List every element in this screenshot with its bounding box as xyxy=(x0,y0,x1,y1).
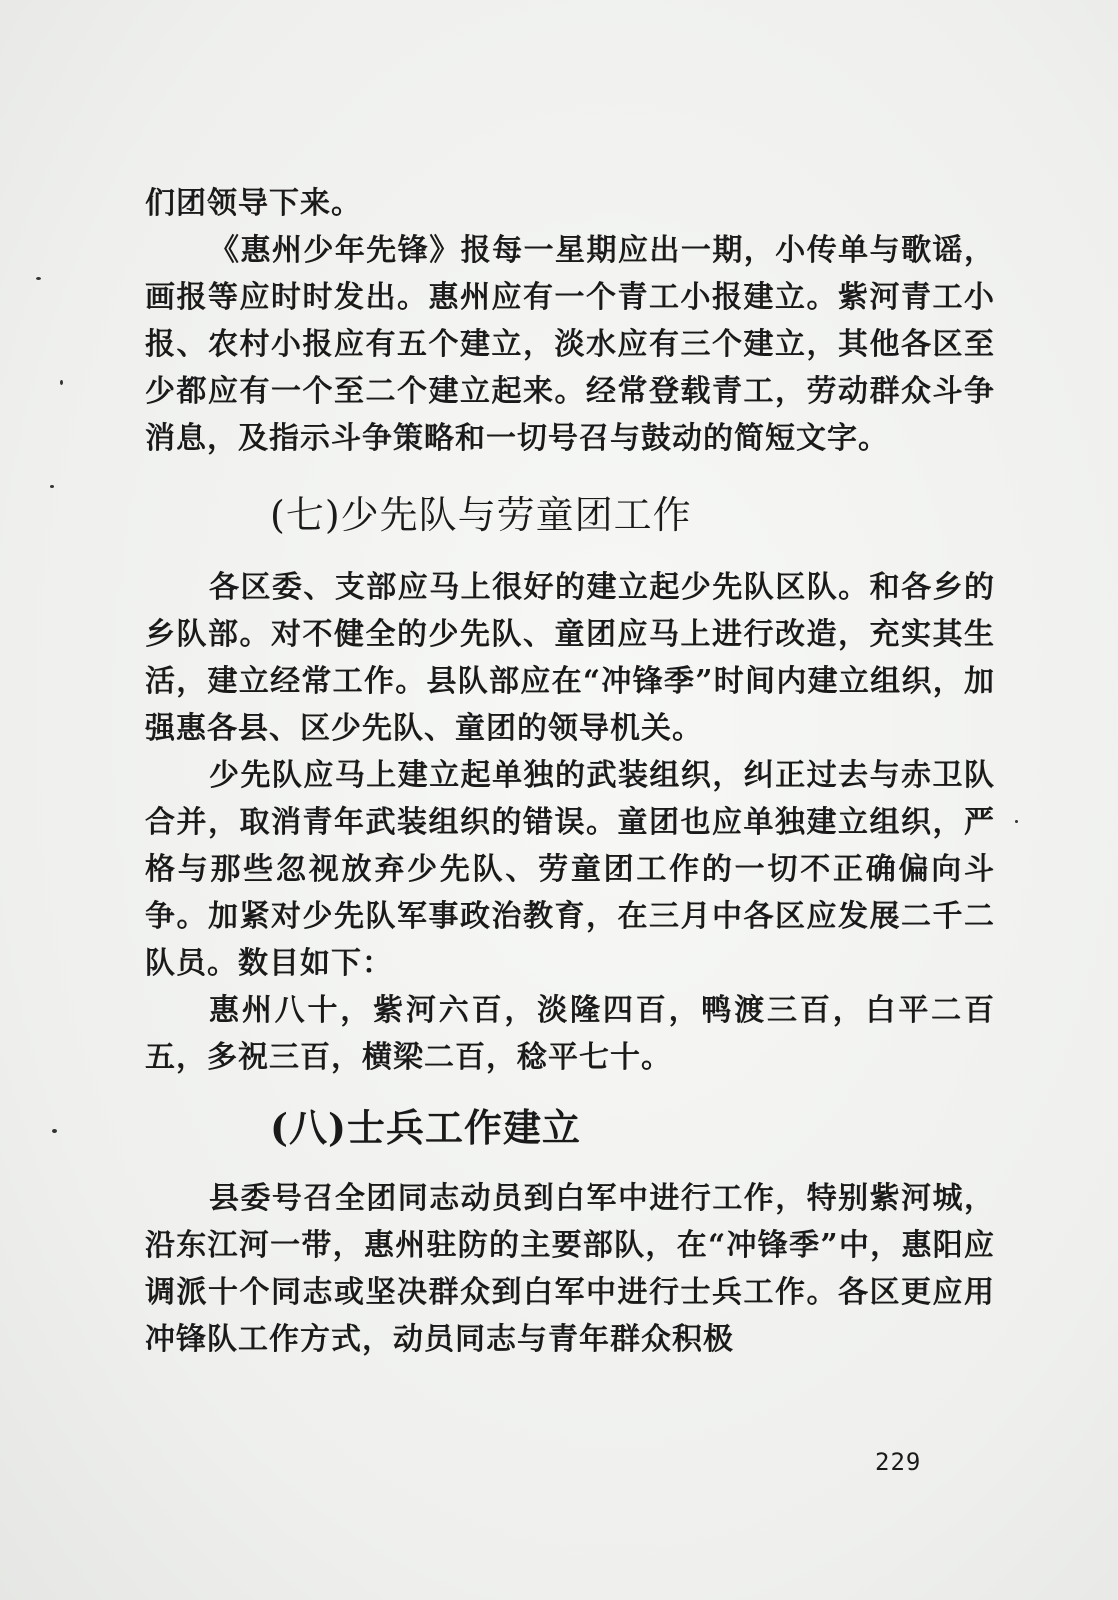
document-body xyxy=(145,180,995,1363)
scan-speck xyxy=(60,380,63,385)
page-number: 229 xyxy=(875,1448,922,1476)
paragraph-section7-1: 各区委、支部应马上很好的建立起少先队区队。和各乡的乡队部。对不健全的少先队、童团应马上进行改造，充实其生活，建立经常工作。县队部应在“冲锋季”时间内建立组织，加强惠各县、区少先队、童团的领导机关。 xyxy=(145,570,995,746)
section-heading-7: (七)少先队与劳童团工作 xyxy=(270,493,692,537)
scan-speck xyxy=(52,1129,57,1133)
scan-speck xyxy=(36,277,41,280)
section-heading-8: (八)士兵工作建立 xyxy=(270,1105,581,1150)
paragraph-continuation: 们团领导下来。 xyxy=(145,186,362,221)
paragraph-section7-2: 少先队应马上建立起单独的武装组织，纠正过去与赤卫队合并，取消青年武装组织的错误。童团也应单独建立组织，严格与那些忽视放弃少先队、劳童团工作的一切不正确偏向斗争。加紧对少先队军事政治教育，在三月中各区应发展二千二队员。数目如下： xyxy=(145,758,995,981)
paragraph-newspaper: 《惠州少年先锋》报每一星期应出一期，小传单与歌谣，画报等应时时发出。惠州应有一个青工小报建立。紫河青工小报、农村小报应有五个建立，淡水应有三个建立，其他各区至少都应有一个至二个建立起来。经常登载青工，劳动群众斗争消息，及指示斗争策略和一切号召与鼓动的简短文字。 xyxy=(145,233,995,456)
scan-speck xyxy=(50,485,54,488)
paragraph-section8-1: 县委号召全团同志动员到白军中进行工作，特别紫河城，沿东江河一带，惠州驻防的主要部队，在“冲锋季”中，惠阳应调派十个同志或坚决群众到白军中进行士兵工作。各区更应用冲锋队工作方式，动员同志与青年群众积极 xyxy=(145,1181,995,1357)
scan-speck xyxy=(1015,820,1018,823)
paragraph-section7-3: 惠州八十，紫河六百，淡隆四百，鸭渡三百，白平二百五，多祝三百，横梁二百，稔平七十。 xyxy=(145,993,995,1075)
